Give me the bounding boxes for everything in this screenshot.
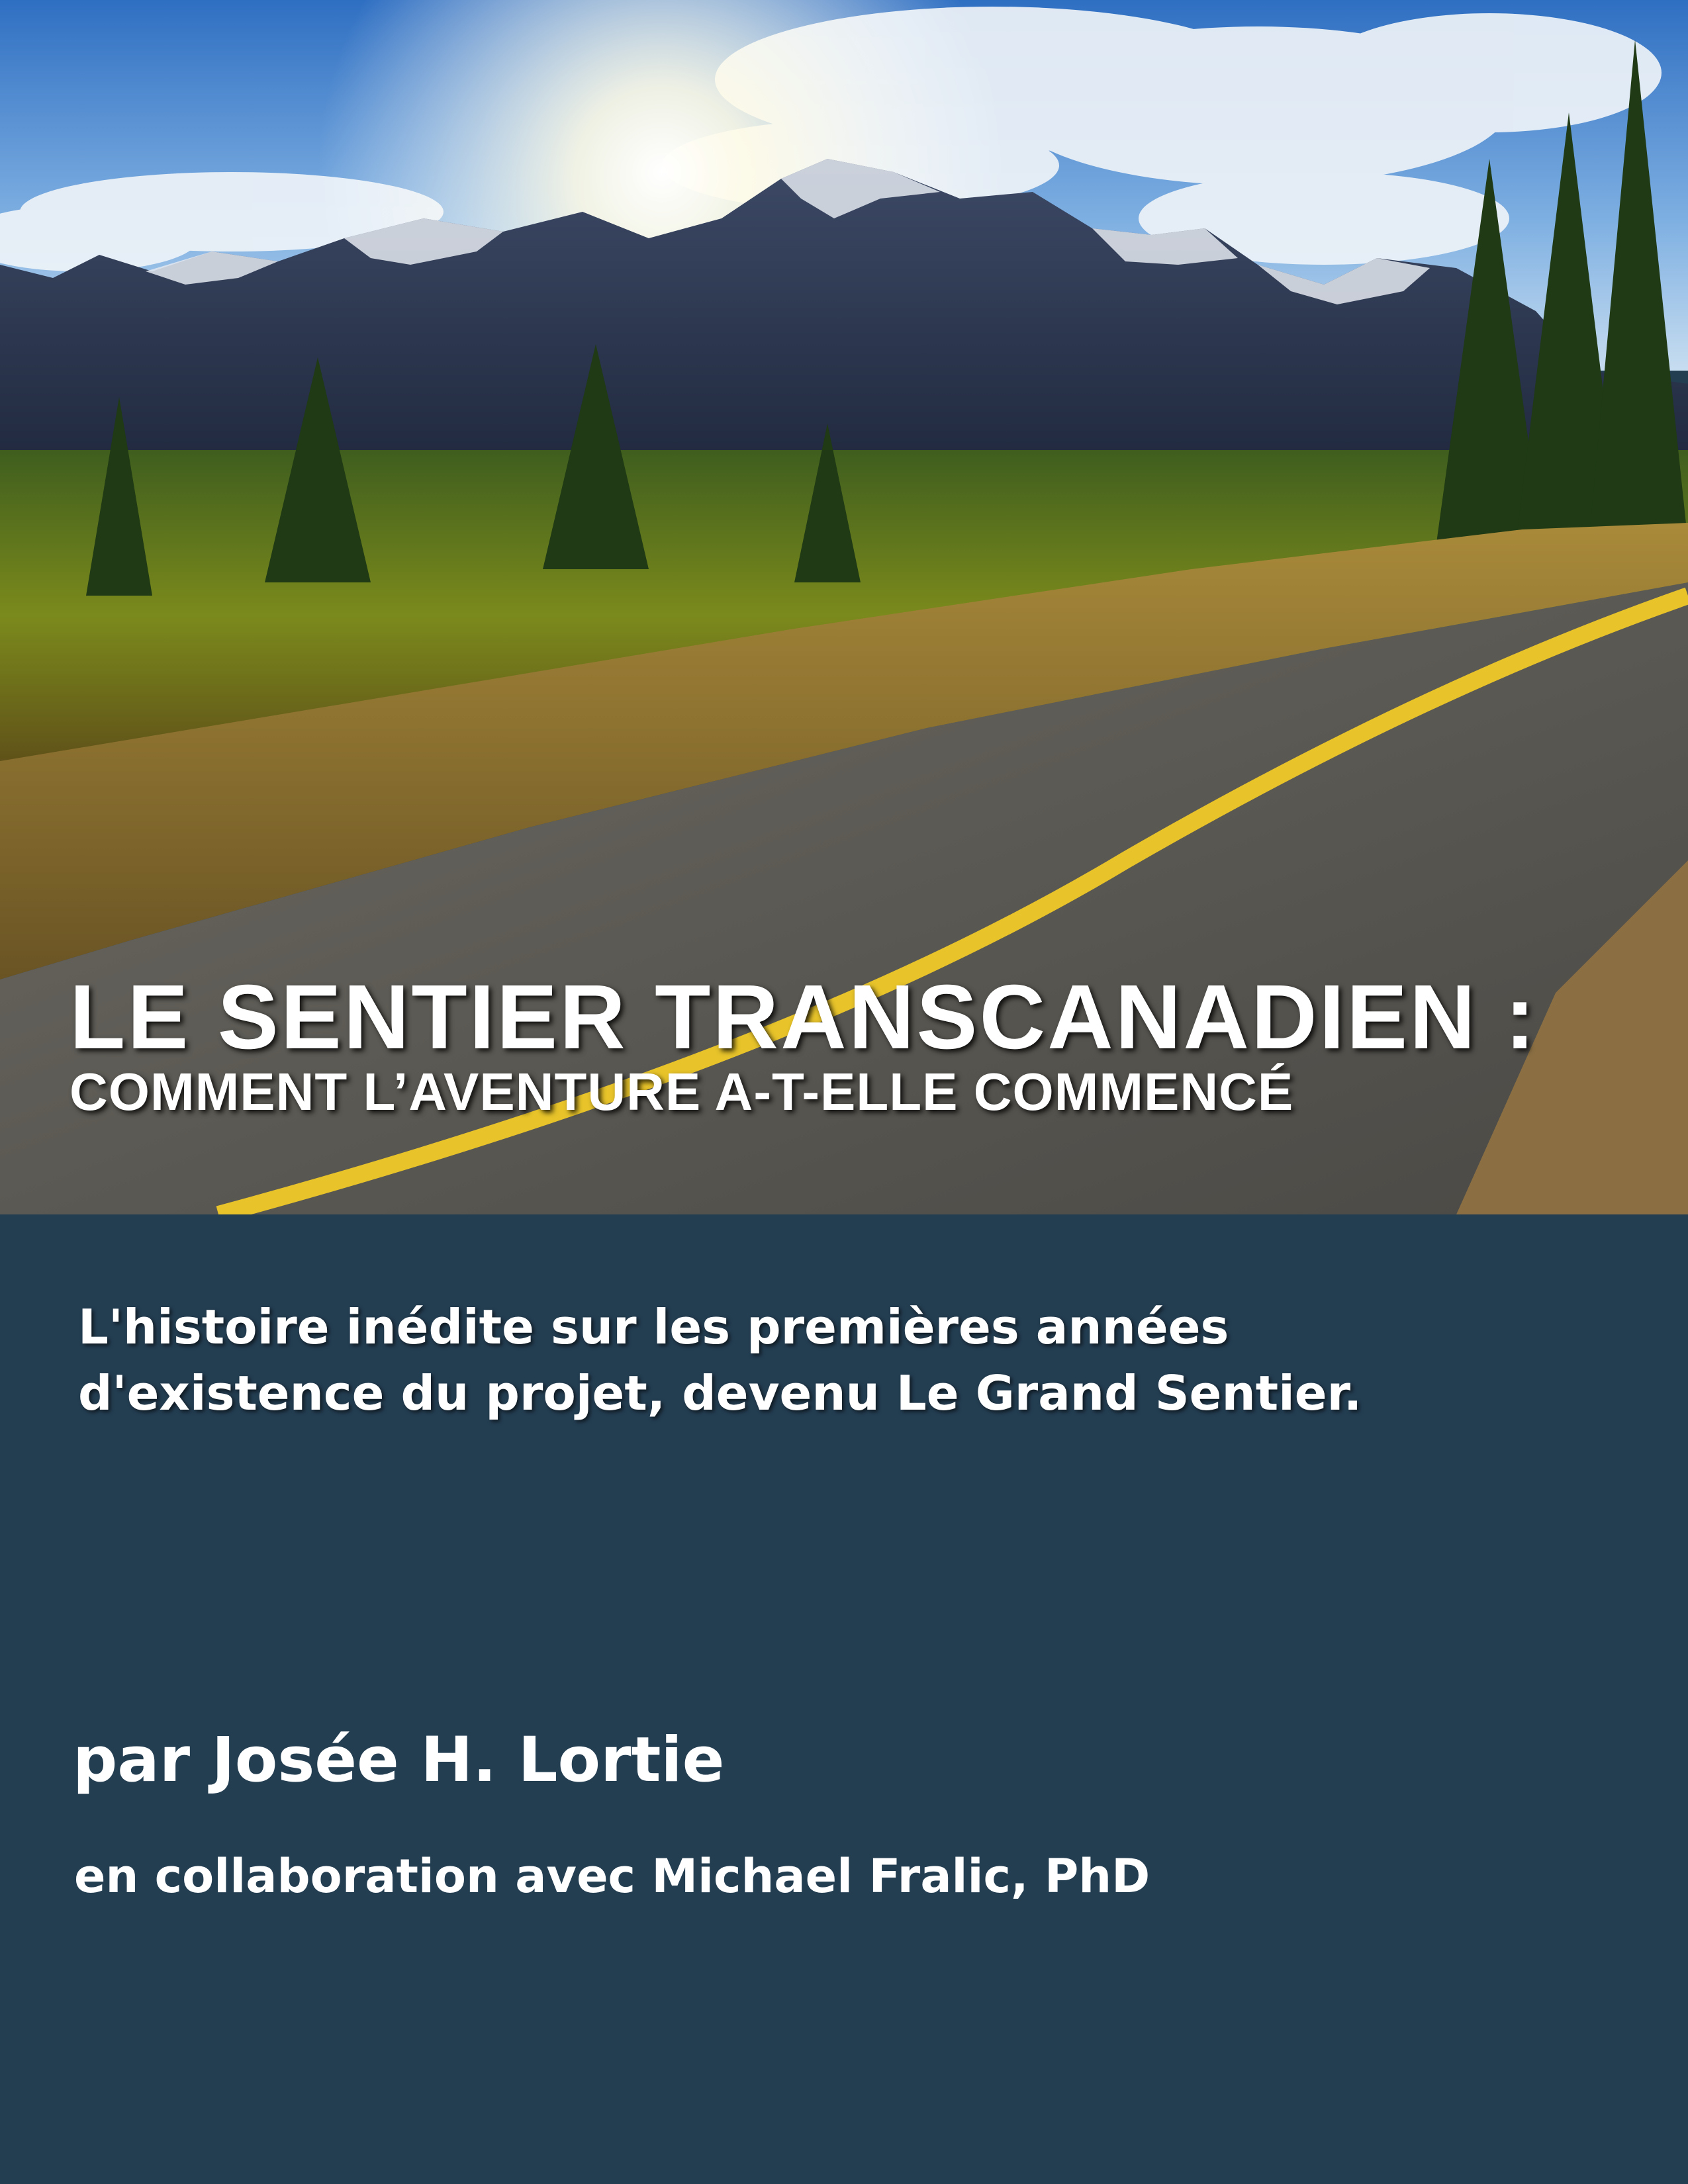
author-line: par Josée H. Lortie [73, 1724, 725, 1796]
title-block [70, 966, 1645, 1121]
description-line: d'existence du projet, devenu Le Grand Sentier. [78, 1365, 1362, 1421]
description [78, 1294, 1601, 1426]
collaboration-line: en collaboration avec Michael Fralic, PhD [74, 1849, 1150, 1903]
book-title: LE SENTIER TRANSCANADIEN : [70, 966, 1538, 1068]
description-line: L'histoire inédite sur les premières années [78, 1299, 1229, 1355]
book-subtitle: COMMENT L’AVENTURE A-T-ELLE COMMENCÉ [70, 1062, 1294, 1121]
